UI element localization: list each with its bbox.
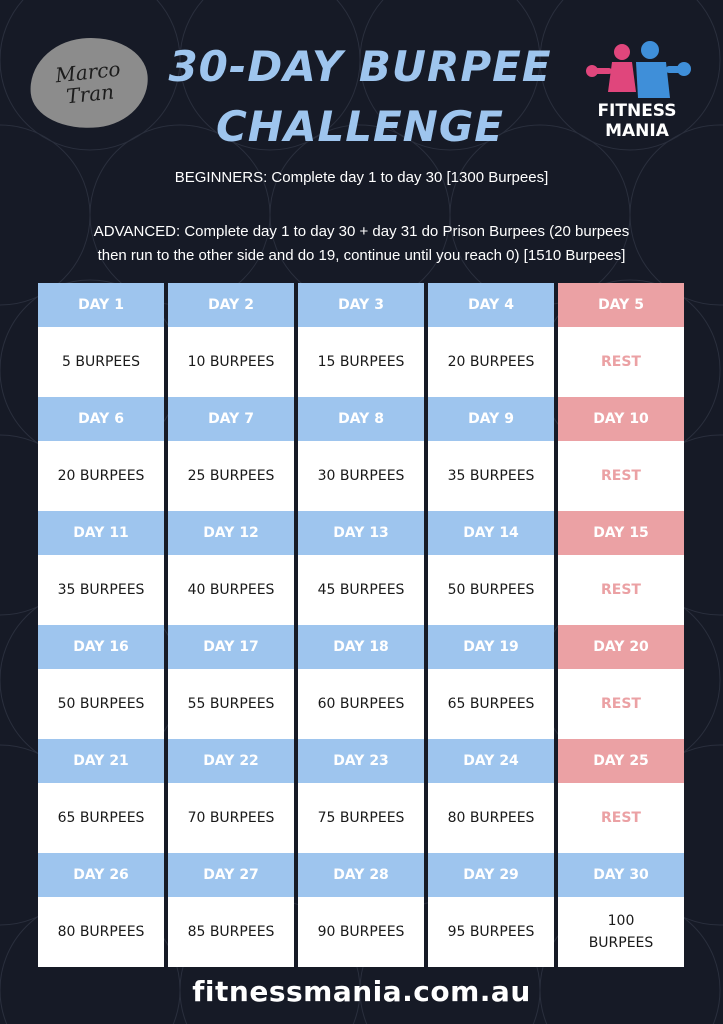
- day-header: DAY 16: [38, 625, 164, 669]
- day-header: DAY 23: [298, 739, 424, 783]
- burpee-count-cell: [168, 327, 294, 397]
- burpee-count-cell: [38, 897, 164, 967]
- burpee-count-cell: [38, 783, 164, 853]
- day-header: DAY 29: [428, 853, 554, 897]
- burpee-count: 80 BURPEES: [57, 924, 145, 940]
- day-header: DAY 26: [38, 853, 164, 897]
- day-header: DAY 11: [38, 511, 164, 555]
- burpee-count: 30 BURPEES: [317, 468, 405, 484]
- rest-day-cell: [558, 783, 684, 853]
- day-header: DAY 14: [428, 511, 554, 555]
- advanced-text: [20, 220, 703, 268]
- burpee-count: 50 BURPEES: [447, 582, 535, 598]
- burpee-count: REST: [601, 696, 641, 712]
- burpee-count: 50 BURPEES: [57, 696, 145, 712]
- burpee-count-cell: [38, 327, 164, 397]
- rest-day-cell: [558, 441, 684, 511]
- day-header: DAY 4: [428, 283, 554, 327]
- burpee-count: 25 BURPEES: [187, 468, 275, 484]
- burpee-count-cell: [428, 783, 554, 853]
- burpee-count-cell: [38, 555, 164, 625]
- burpee-count: 80 BURPEES: [447, 810, 535, 826]
- burpee-count: 15 BURPEES: [317, 354, 405, 370]
- rest-day-cell: [558, 555, 684, 625]
- burpee-count-cell: [428, 327, 554, 397]
- day-header: DAY 3: [298, 283, 424, 327]
- day-header: DAY 24: [428, 739, 554, 783]
- burpee-count-cell: [298, 669, 424, 739]
- burpee-count-cell: [168, 669, 294, 739]
- burpee-count: 40 BURPEES: [187, 582, 275, 598]
- brand-logo-line1: FITNESS: [597, 101, 677, 121]
- author-badge-line2: Tran: [65, 79, 116, 109]
- burpee-count-cell: [38, 669, 164, 739]
- day-header: DAY 5: [558, 283, 684, 327]
- burpee-count-cell: [298, 897, 424, 967]
- day-header: DAY 22: [168, 739, 294, 783]
- burpee-count: 75 BURPEES: [317, 810, 405, 826]
- burpee-count: 35 BURPEES: [57, 582, 145, 598]
- day-header: DAY 15: [558, 511, 684, 555]
- advanced-text-line2: then run to the other side and do 19, continue until you reach 0) [1510 Burpees]: [97, 247, 626, 264]
- day-header: DAY 20: [558, 625, 684, 669]
- page-title-line2: CHALLENGE: [215, 102, 504, 151]
- day-header: DAY 12: [168, 511, 294, 555]
- burpee-count-cell: [168, 897, 294, 967]
- schedule-grid: [38, 283, 686, 967]
- brand-logo-line2: MANIA: [605, 121, 669, 141]
- burpee-count-cell: [168, 555, 294, 625]
- burpee-count: REST: [601, 354, 641, 370]
- burpee-count-cell: [298, 783, 424, 853]
- burpee-count-cell: [38, 441, 164, 511]
- beginners-text: BEGINNERS: Complete day 1 to day 30 [1300 Burpees]: [174, 169, 549, 186]
- day-header: DAY 9: [428, 397, 554, 441]
- day-header: DAY 2: [168, 283, 294, 327]
- burpee-count: REST: [601, 582, 641, 598]
- day-header: DAY 8: [298, 397, 424, 441]
- burpee-count: 85 BURPEES: [187, 924, 275, 940]
- burpee-count: 60 BURPEES: [317, 696, 405, 712]
- burpee-count: REST: [601, 468, 641, 484]
- fitness-figures-icon: [582, 38, 692, 102]
- day-header: DAY 19: [428, 625, 554, 669]
- burpee-count: REST: [601, 810, 641, 826]
- burpee-count: 70 BURPEES: [187, 810, 275, 826]
- brand-logo: [582, 38, 692, 148]
- burpee-count-cell: [558, 897, 684, 967]
- burpee-count-cell: [428, 669, 554, 739]
- day-header: DAY 30: [558, 853, 684, 897]
- burpee-count: 55 BURPEES: [187, 696, 275, 712]
- advanced-text-line1: ADVANCED: Complete day 1 to day 30 + day 31 do Prison Burpees (20 burpees: [93, 223, 630, 240]
- burpee-count: 20 BURPEES: [57, 468, 145, 484]
- burpee-count: 20 BURPEES: [447, 354, 535, 370]
- burpee-count-cell: [168, 441, 294, 511]
- burpee-count-cell: [298, 441, 424, 511]
- page-title-line1: 30-DAY BURPEE: [168, 42, 552, 91]
- rest-day-cell: [558, 327, 684, 397]
- burpee-count-cell: [298, 327, 424, 397]
- author-badge-line1: Marco: [54, 56, 122, 88]
- day-header: DAY 25: [558, 739, 684, 783]
- burpee-count: 35 BURPEES: [447, 468, 535, 484]
- burpee-count-cell: [428, 555, 554, 625]
- day-header: DAY 6: [38, 397, 164, 441]
- day-header: DAY 10: [558, 397, 684, 441]
- day-header: DAY 27: [168, 853, 294, 897]
- day-header: DAY 1: [38, 283, 164, 327]
- burpee-count: 10 BURPEES: [187, 354, 275, 370]
- day-header: DAY 28: [298, 853, 424, 897]
- burpee-count-cell: [428, 441, 554, 511]
- burpee-count: 95 BURPEES: [447, 924, 535, 940]
- burpee-count: 65 BURPEES: [447, 696, 535, 712]
- day-header: DAY 21: [38, 739, 164, 783]
- day-header: DAY 13: [298, 511, 424, 555]
- burpee-count: 5 BURPEES: [62, 354, 140, 370]
- day-header: DAY 7: [168, 397, 294, 441]
- rest-day-cell: [558, 669, 684, 739]
- burpee-count: 90 BURPEES: [317, 924, 405, 940]
- burpee-count-cell: [428, 897, 554, 967]
- burpee-count: 100 BURPEES: [588, 913, 654, 951]
- footer-url: fitnessmania.com.au: [192, 975, 531, 1008]
- burpee-count-cell: [298, 555, 424, 625]
- burpee-count: 65 BURPEES: [57, 810, 145, 826]
- day-header: DAY 18: [298, 625, 424, 669]
- burpee-count-cell: [168, 783, 294, 853]
- day-header: DAY 17: [168, 625, 294, 669]
- burpee-count: 45 BURPEES: [317, 582, 405, 598]
